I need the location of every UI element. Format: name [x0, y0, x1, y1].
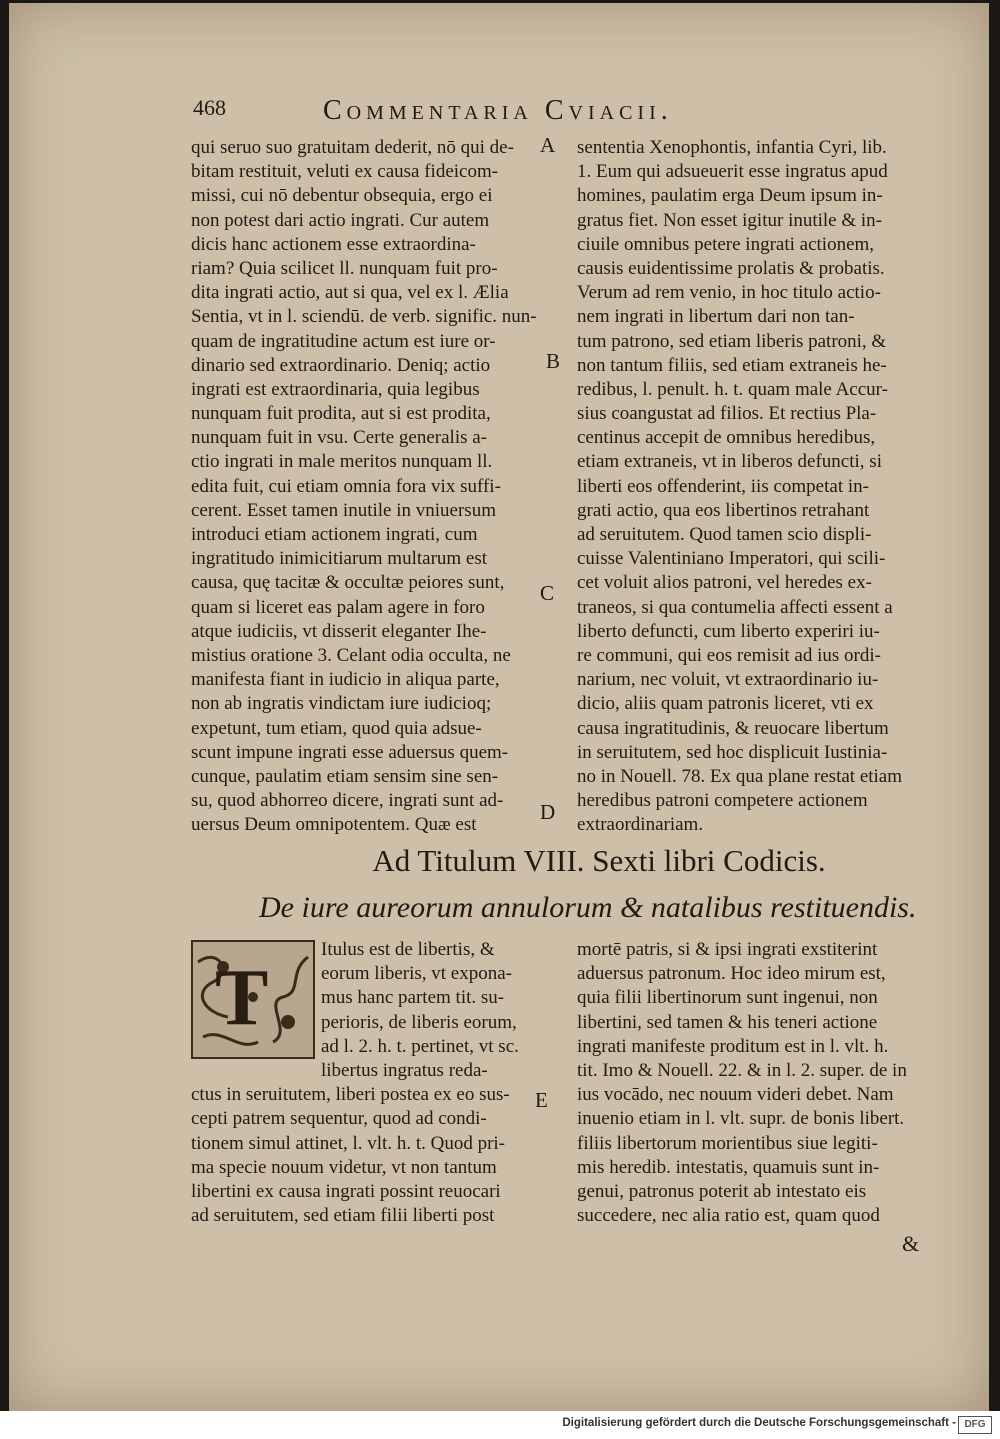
text-line: ad l. 2. h. t. pertinet, vt sc.	[321, 1035, 519, 1057]
text-line: mus hanc partem tit. su-	[321, 987, 505, 1009]
margin-marker-e: E	[535, 1088, 548, 1112]
text-line: Verum ad rem venio, in hoc titulo actio-	[577, 282, 881, 304]
text-line: causa, quę tacitæ & occultæ peiores sunt,	[191, 572, 505, 594]
text-line: ctus in seruitutem, liberi postea ex eo sus-	[191, 1084, 510, 1106]
text-line: tit. Imo & Nouell. 22. & in l. 2. super. de in	[577, 1059, 907, 1081]
text-line: ius vocādo, nec nouum videri debet. Nam	[577, 1084, 894, 1106]
text-line: non ab ingratis vindictam iure iudicioq;	[191, 693, 492, 715]
text-line: nunquam fuit prodita, aut si est prodita,	[191, 403, 491, 425]
margin-marker-b: B	[546, 349, 561, 373]
text-line: mis heredib. intestatis, quamuis sunt in-	[577, 1156, 880, 1178]
text-line: ctio ingrati in male meritos nunquam ll.	[191, 451, 493, 473]
text-line: centinus accepit de omnibus heredibus,	[577, 427, 876, 449]
text-line: etiam extraneis, vt in liberos defuncti, si	[577, 451, 882, 473]
text-line: ciuile omnibus petere ingrati actionem,	[577, 233, 875, 255]
text-line: genui, patronus poterit ab intestato eis	[577, 1180, 867, 1202]
text-line: eorum liberis, vt expona-	[321, 963, 513, 985]
text-line: cuisse Valentiniano Imperatori, qui scili-	[577, 548, 886, 570]
text-line: dinario sed extraordinario. Deniq; actio	[191, 354, 491, 376]
text-line: tionem simul attinet, l. vlt. h. t. Quod pri-	[191, 1132, 506, 1154]
text-line: liberti eos offenderint, iis competat in-	[577, 475, 869, 497]
text-line: quia filii libertinorum sunt ingenui, non	[577, 987, 878, 1009]
text-line: expetunt, tum etiam, quod quia adsue-	[191, 717, 482, 739]
section-heading: Ad Titulum VIII. Sexti libri Codicis.	[372, 843, 826, 878]
text-line: liberto defuncti, cum liberto experiri iu-	[577, 620, 880, 642]
text-line: su, quod abhorreo dicere, ingrati sunt ad-	[191, 790, 504, 812]
text-line: narium, nec voluit, vt extraordinario iu-	[577, 669, 879, 691]
text-line: atque iudiciis, vt disserit eleganter Ihe-	[191, 620, 487, 642]
page-number: 468	[193, 95, 226, 120]
text-line: manifesta fiant in iudicio in aliqua parte,	[191, 669, 500, 691]
text-line: ad seruitutem, sed etiam filii liberti post	[191, 1205, 495, 1227]
text-line: inuenio etiam in l. vlt. supr. de bonis libert.	[577, 1108, 905, 1130]
text-line: filiis libertorum morientibus siue legiti-	[577, 1132, 878, 1154]
margin-marker-d: D	[540, 800, 556, 824]
text-line: extraordinariam.	[577, 814, 704, 836]
text-line: riam? Quia scilicet ll. nunquam fuit pro-	[191, 257, 498, 279]
text-line: cerent. Esset tamen inutile in vniuersum	[191, 499, 496, 521]
text-line: redibus, l. penult. h. t. quam male Accur-	[577, 378, 888, 400]
catchword: &	[902, 1231, 920, 1256]
text-line: re communi, qui eos remisit ad ius ordi-	[577, 644, 881, 666]
text-line: quam si liceret eas palam agere in foro	[191, 596, 485, 618]
text-line: gratus fiet. Non esset igitur inutile & in-	[577, 209, 883, 231]
text-line: nunquam fuit in vsu. Certe generalis a-	[191, 427, 488, 449]
text-line: ad seruitutem. Quod tamen scio displi-	[577, 524, 872, 545]
dfg-logo: DFG	[958, 1416, 992, 1434]
margin-marker-c: C	[540, 581, 555, 605]
text-line: traneos, si qua contumelia affecti essent a	[577, 596, 893, 618]
right-column	[577, 136, 929, 837]
text-line: 1. Eum qui adsueuerit esse ingratus apud	[577, 161, 888, 183]
text-line: ingrati est extraordinaria, quia legibus	[191, 378, 480, 400]
section-right-column	[577, 938, 929, 1228]
text-line: cunque, paulatim etiam sensim sine sen-	[191, 765, 499, 787]
text-line: libertus ingratus reda-	[321, 1059, 488, 1081]
text-line: tum patrono, sed etiam liberis patroni, &	[577, 330, 887, 352]
text-line: libertini ex causa ingrati possint reuocari	[191, 1180, 501, 1202]
text-line: Itulus est de libertis, &	[321, 939, 495, 960]
footer-bar	[0, 1411, 1000, 1439]
text-line: edita fuit, cui etiam omnia fora vix suffi-	[191, 475, 501, 497]
text-line: no in Nouell. 78. Ex qua plane restat etiam	[577, 765, 903, 787]
text-line: homines, paulatim erga Deum ipsum in-	[577, 185, 883, 207]
text-line: causa ingratitudinis, & reuocare libertum	[577, 717, 889, 739]
left-column	[191, 136, 541, 837]
text-line: cet voluit alios patroni, vel heredes ex-	[577, 572, 872, 594]
text-line: perioris, de liberis eorum,	[321, 1011, 517, 1033]
text-line: introduci etiam actionem ingrati, cum	[191, 524, 478, 545]
text-line: scunt impune ingrati esse aduersus quem-	[191, 741, 509, 763]
text-line: ingratitudo inimicitiarum multarum est	[191, 548, 488, 570]
running-header	[193, 95, 813, 131]
text-line: ma specie nouum videtur, vt non tantum	[191, 1156, 497, 1178]
text-line: dita ingrati actio, aut si qua, vel ex l. Ælia	[191, 282, 509, 304]
text-line: in seruitutem, sed hoc displicuit Iustinia-	[577, 741, 888, 763]
text-line: bitam restituit, veluti ex causa fideicom-	[191, 161, 499, 183]
text-line: mortē patris, si & ipsi ingrati exstiterint	[577, 939, 878, 960]
text-line: non potest dari actio ingrati. Cur autem	[191, 209, 490, 231]
text-line: cepti patrem sequentur, quod ad condi-	[191, 1108, 487, 1130]
text-line: sius coangustat ad filios. Et rectius Pla-	[577, 403, 877, 425]
book-page	[9, 3, 989, 1411]
running-title: Commentaria Cviacii.	[323, 95, 673, 126]
text-line: mistius oratione 3. Celant odia occulta, ne	[191, 644, 511, 666]
text-line: heredibus patroni competere actionem	[577, 790, 868, 812]
initial-letter: T	[215, 954, 269, 1042]
text-line: causis euidentissime prolatis & probatis.	[577, 257, 885, 279]
text-line: qui seruo suo gratuitam dederit, nō qui de-	[191, 137, 514, 158]
text-line: nem ingrati in libertum dari non tan-	[577, 306, 855, 328]
text-line: grati actio, qua eos libertinos retrahant	[577, 499, 870, 521]
text-line: quam de ingratitudine actum est iure or-	[191, 330, 496, 352]
funding-notice: Digitalisierung gefördert durch die Deutsche Forschungsgemeinschaft -	[562, 1417, 956, 1429]
text-line: dicis hanc actionem esse extraordina-	[191, 233, 476, 255]
text-line: libertini, sed tamen & his teneri actione	[577, 1011, 878, 1033]
text-line: aduersus patronum. Hoc ideo mirum est,	[577, 963, 886, 985]
text-line: Sentia, vt in l. sciendū. de verb. signific. nun-	[191, 306, 537, 328]
text-line: missi, cui nō debentur obsequia, ergo ei	[191, 185, 493, 207]
margin-marker-a: A	[540, 133, 556, 157]
text-line: succedere, nec alia ratio est, quam quod	[577, 1205, 880, 1227]
text-line: sententia Xenophontis, infantia Cyri, lib.	[577, 137, 887, 158]
section-subheading: De iure aureorum annulorum & natalibus restituendis.	[259, 891, 917, 924]
text-line: non tantum filiis, sed etiam extraneis he-	[577, 354, 887, 376]
section-left-column	[191, 938, 541, 1228]
text-line: uersus Deum omnipotentem. Quæ est	[191, 814, 477, 836]
text-line: dicio, aliis quam patronis liceret, vti ex	[577, 693, 874, 715]
text-line: ingrati manifeste proditum est in l. vlt. h.	[577, 1035, 889, 1057]
